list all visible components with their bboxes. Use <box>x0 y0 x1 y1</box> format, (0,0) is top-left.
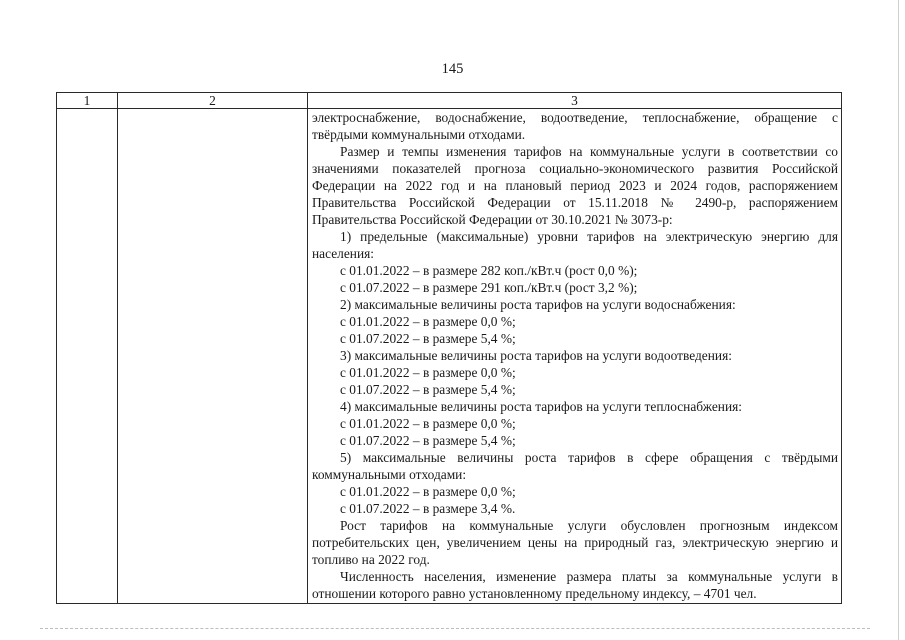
paragraph-electricity-jan: с 01.01.2022 – в размере 282 коп./кВт.ч (рост 0,0 %); <box>340 263 638 278</box>
paragraph-sewerage-jan: с 01.01.2022 – в размере 0,0 %; <box>340 365 516 380</box>
column-header-1: 1 <box>57 93 118 109</box>
paragraph-heating: 4) максимальные величины роста тарифов на услуги теплоснабжения: <box>340 399 742 414</box>
paragraph-electricity-limits: 1) предельные (максимальные) уровни тарифов на электрическую энергию для населения: <box>312 229 838 261</box>
paragraph-tariff-basis: Размер и темпы изменения тарифов на коммунальные услуги в соответствии со значениями показателей прогноза социально-экономического развития Российской Федерации на 2022 год и на плановый период 2023 и 2024 годов, распоряжением Правительства Российской Федерации от 15.11.2018 № 2490-р, распоряжением Правительства Российской Федерации от 30.10.2021 № 3073-р: <box>312 144 838 227</box>
paragraph-waste-jan: с 01.01.2022 – в размере 0,0 %; <box>340 484 516 499</box>
column-header-2: 2 <box>118 93 308 109</box>
page-number: 145 <box>441 61 464 77</box>
paragraph-growth-reason: Рост тарифов на коммунальные услуги обусловлен прогнозным индексом потребительских цен, увеличением цены на природный газ, электрическую энергию и топливо на 2022 год. <box>312 518 838 567</box>
paragraph-sewerage: 3) максимальные величины роста тарифов на услуги водоотведения: <box>340 348 732 363</box>
paragraph-water-supply-jul: с 01.07.2022 – в размере 5,4 %; <box>340 331 516 346</box>
paragraph-sewerage-jul: с 01.07.2022 – в размере 5,4 %; <box>340 382 516 397</box>
cell-col-1 <box>57 109 118 604</box>
paragraph-heating-jan: с 01.01.2022 – в размере 0,0 %; <box>340 416 516 431</box>
cell-col-2 <box>118 109 308 604</box>
paragraph-water-supply-jan: с 01.01.2022 – в размере 0,0 %; <box>340 314 516 329</box>
cell-text-block <box>308 109 841 603</box>
page-edge-line <box>898 0 899 640</box>
table-header-row <box>57 93 842 109</box>
column-header-3: 3 <box>308 93 842 109</box>
paragraph-waste: 5) максимальные величины роста тарифов в сфере обращения с твёрдыми коммунальными отходами: <box>312 450 838 482</box>
paragraph-waste-jul: с 01.07.2022 – в размере 3,4 %. <box>340 501 516 516</box>
paragraph-heating-jul: с 01.07.2022 – в размере 5,4 %; <box>340 433 516 448</box>
paragraph-population: Численность населения, изменение размера платы за коммунальные услуги в отношении которого равно установленному предельному индексу, – 4701 чел. <box>312 569 838 601</box>
document-table <box>56 92 842 604</box>
cell-col-3 <box>308 109 842 604</box>
paragraph-electricity-jul: с 01.07.2022 – в размере 291 коп./кВт.ч (рост 3,2 %); <box>340 280 638 295</box>
paragraph-water-supply: 2) максимальные величины роста тарифов на услуги водоснабжения: <box>340 297 736 312</box>
table-row <box>57 109 842 604</box>
scan-artifact-line <box>40 628 870 630</box>
paragraph-services-list: электроснабжение, водоснабжение, водоотведение, теплоснабжение, обращение с твёрдыми коммунальными отходами. <box>312 110 838 142</box>
